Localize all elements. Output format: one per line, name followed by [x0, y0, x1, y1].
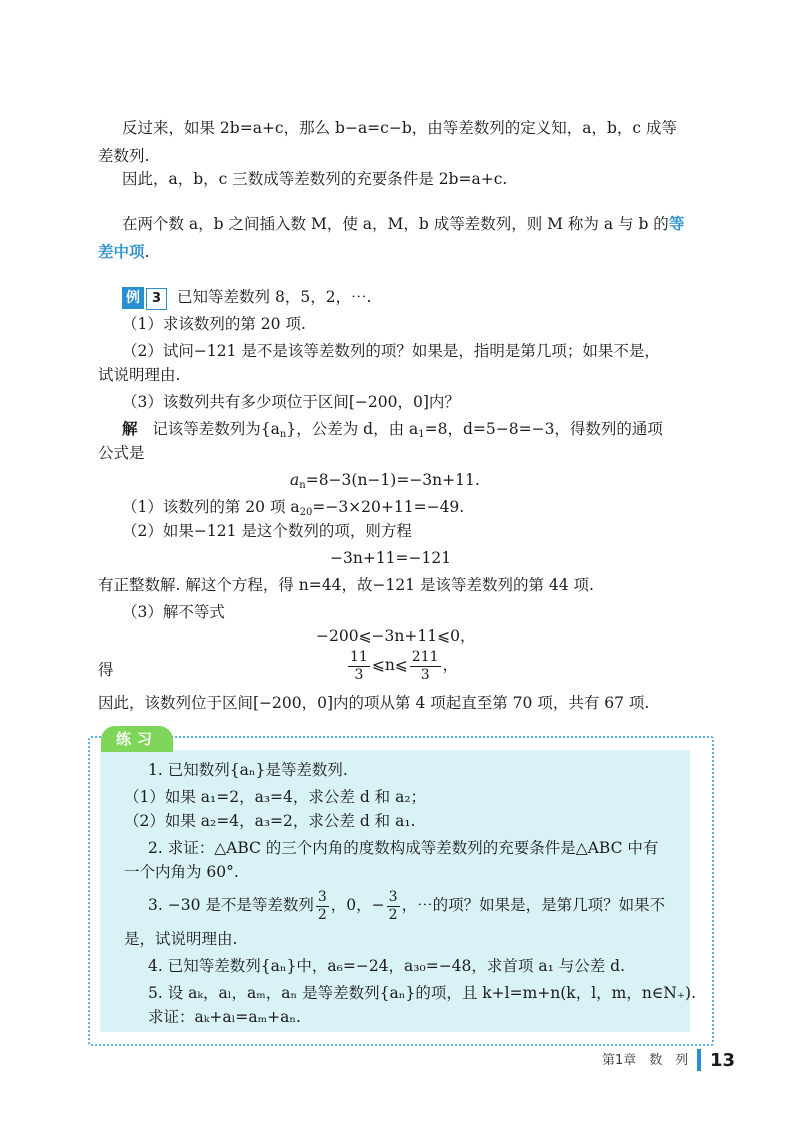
exercise-line: （1）如果 a₁=2，a₃=4，求公差 d 和 a₂；: [124, 788, 427, 806]
question-line: （3）该数列共有多少项位于区间[−200，0]内？: [122, 393, 460, 411]
footer-divider: [697, 1049, 701, 1071]
term-highlight: 等: [668, 214, 685, 233]
solution-line: 解 记该等差数列为$\{a_n\}$，公差为 d，由 $a_1=8$，d=5−8=−3，得数列的通项: [122, 419, 663, 440]
exercise-line: 是，试说明理由.: [124, 930, 238, 948]
solution-line: 公式是: [98, 444, 145, 462]
answer-line: [122, 497, 464, 517]
example-label: 例: [122, 287, 144, 309]
solution-label: 解: [122, 419, 138, 438]
exercise-line: 3. −30 是不是等差数列 $\frac{3}{2}$ ，0，− $\frac{3}{2}$ ，⋯的项？如果是，是第几项？如果不: [148, 888, 666, 923]
solution-text: 记该等差数列为{a: [152, 420, 280, 438]
answer-line: （2）如果−121 是这个数列的项，则方程: [122, 522, 412, 540]
page-number: 13: [710, 1050, 736, 1071]
answer-line: 有正整数解. 解这个方程，得 n=44，故−121 是该等差数列的第 44 项.: [98, 576, 594, 594]
exercise-line: 4. 已知等差数列{aₙ}中，a₆=−24，a₃₀=−48，求首项 a₁ 与公差 d.: [148, 957, 625, 975]
definition-text: 在两个数 a，b 之间插入数 M，使 a，M，b 成等差数列，则 M 称为 a 与 b 的: [122, 215, 669, 233]
conclusion-line: 因此，该数列位于区间[−200，0]内的项从第 4 项起直至第 70 项，共有 67 项.: [98, 694, 650, 712]
example-header: [122, 287, 372, 310]
example-number: 3: [146, 288, 167, 310]
fraction: $\frac{3}{2}$: [388, 888, 398, 923]
fraction: $\frac{211}{3}$: [411, 648, 439, 683]
answer-text: （1）该数列的第 20 项 a: [122, 498, 300, 516]
chapter-label: 第1章 数 列: [602, 1053, 689, 1068]
question-line: （1）求该数列的第 20 项.: [122, 315, 306, 333]
question-line: 试说明理由.: [98, 366, 181, 384]
inequality: $\frac{11}{3}$ ⩽n⩽ $\frac{211}{3}$ ，: [350, 648, 459, 683]
equation: −3n+11=−121: [330, 549, 452, 567]
definition-text: .: [144, 243, 150, 261]
definition-line: [122, 214, 684, 234]
paragraph-line: 因此，a，b，c 三数成等差数列的充要条件是 2b=a+c.: [122, 170, 508, 188]
definition-line: [98, 242, 149, 262]
equation-text: =8−3(n−1)=−3n+11.: [305, 471, 480, 489]
fraction: $\frac{3}{2}$: [317, 888, 327, 923]
exercise-line: 1. 已知数列{aₙ}是等差数列.: [148, 761, 348, 779]
inequality-text: ⩽n⩽: [371, 656, 408, 674]
exercise-line: 一个内角为 60°.: [124, 863, 239, 881]
example-stem: 已知等差数列 8，5，2，⋯.: [177, 288, 372, 306]
answer-text: =−3×20+11=−49.: [312, 498, 465, 516]
answer-line: （3）解不等式: [122, 603, 225, 621]
solution-text: }，公差为 d，由 a: [286, 420, 419, 438]
practice-tab: 练习: [101, 726, 173, 752]
answer-line: 得: [98, 661, 114, 679]
exercise-line: 2. 求证：△ABC 的三个内角的度数构成等差数列的充要条件是△ABC 中有: [148, 839, 659, 857]
term-highlight: 差中项: [98, 242, 145, 261]
solution-text: =8，d=5−8=−3，得数列的通项: [424, 420, 663, 438]
exercise-line: 求证：aₖ+aₗ=aₘ+aₙ.: [148, 1008, 301, 1026]
question-line: （2）试问−121 是不是该等差数列的项？如果是，指明是第几项；如果不是，: [122, 342, 660, 360]
equation: $a_n=8-3(n-1)=-3n+11$.: [290, 471, 480, 491]
fraction: $\frac{11}{3}$: [350, 648, 368, 683]
paragraph-line: 反过来，如果 2b=a+c，那么 b−a=c−b，由等差数列的定义知，a，b，c 成等: [122, 119, 678, 137]
paragraph-line: 差数列.: [98, 147, 150, 165]
subscript: 20: [299, 507, 313, 518]
equation: −200⩽−3n+11⩽0，: [316, 627, 476, 645]
exercise-line: （2）如果 a₂=4，a₃=2，求公差 d 和 a₁.: [124, 812, 416, 830]
exercise-line: 5. 设 aₖ，aₗ，aₘ，aₙ 是等差数列{aₙ}的项，且 k+l=m+n(k，l，m，n∈N₊).: [148, 984, 697, 1002]
